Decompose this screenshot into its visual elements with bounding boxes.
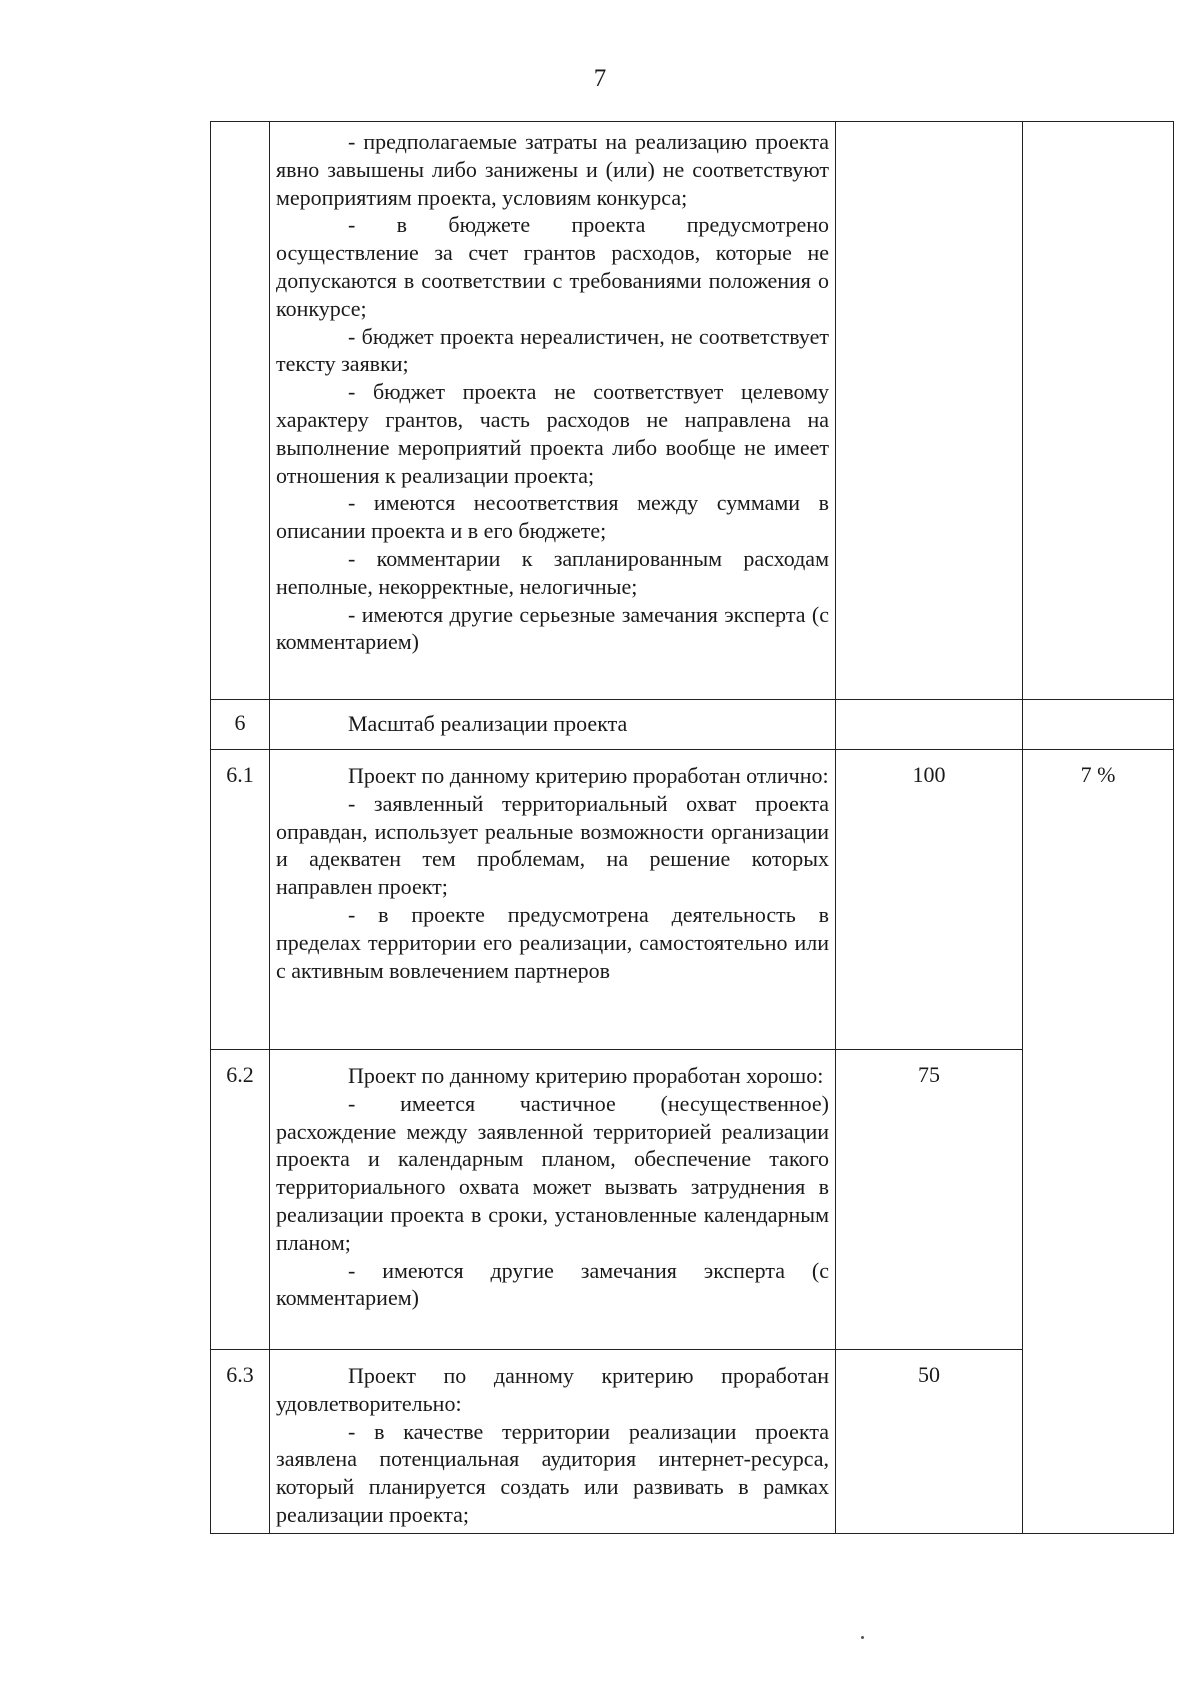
paragraph: Проект по данному критерию проработан отлично:	[348, 763, 829, 788]
criterion-text	[270, 1050, 836, 1350]
table-row	[211, 700, 1174, 750]
score-cell: 100	[836, 750, 1023, 1050]
page-number: 7	[593, 65, 607, 92]
table-row	[211, 122, 1174, 700]
criterion-text	[270, 750, 836, 1050]
paragraph: - имеются несоответствия между суммами в описании проекта и в его бюджете;	[276, 490, 829, 544]
paragraph: - предполагаемые затраты на реализацию проекта явно завышены либо занижены и (или) не соответствуют мероприятиям проекта, условиям конкурса;	[276, 129, 829, 210]
score-cell: 50	[836, 1350, 1023, 1534]
paragraph: - имеются другие серьезные замечания эксперта (с комментарием)	[276, 601, 829, 655]
paragraph: - в проекте предусмотрена деятельность в пределах территории его реализации, самостоятельно или с активным вовлечением партнеров	[276, 901, 829, 983]
score-cell: 75	[836, 1050, 1023, 1350]
paragraph: - бюджет проекта нереалистичен, не соответствует тексту заявки;	[276, 323, 829, 377]
score-cell	[836, 122, 1023, 700]
row-number	[211, 122, 270, 700]
paragraph: - в бюджете проекта предусмотрено осуществление за счет грантов расходов, которые не допускаются в соответствии с требованиями положения о конкурсе;	[276, 212, 829, 321]
paragraph: Проект по данному критерию проработан хорошо:	[348, 1063, 824, 1088]
paragraph: - бюджет проекта не соответствует целевому характеру грантов, часть расходов не направлена на выполнение мероприятий проекта либо вообще не имеет отношения к реализации проекта;	[276, 379, 829, 488]
criterion-text	[270, 1350, 836, 1534]
score-cell	[836, 700, 1023, 750]
paragraph: - имеется частичное (несущественное) расхождение между заявленной территорией реализации проекта и календарным планом, обеспечение такого территориального охвата может вызвать затруднения в реализации проекта в сроки, установленные календарным планом;	[276, 1090, 829, 1255]
weight-cell	[1023, 122, 1174, 700]
criteria-table	[210, 121, 1174, 1534]
row-number: 6.3	[211, 1350, 270, 1534]
row-number: 6.2	[211, 1050, 270, 1350]
scan-speck	[861, 1636, 864, 1639]
row-number: 6.1	[211, 750, 270, 1050]
weight-cell	[1023, 700, 1174, 750]
paragraph: Проект по данному критерию проработан удовлетворительно:	[276, 1363, 829, 1416]
paragraph: - комментарии к запланированным расходам неполные, некорректные, нелогичные;	[276, 545, 829, 599]
paragraph: - в качестве территории реализации проекта заявлена потенциальная аудитория интернет-ресурса, который планируется создать или развивать в рамках реализации проекта;	[276, 1418, 829, 1527]
paragraph: - заявленный территориальный охват проекта оправдан, использует реальные возможности организации и адекватен тем проблемам, на решение которых направлен проект;	[276, 790, 829, 900]
criterion-text	[270, 122, 836, 700]
table-row	[211, 750, 1174, 1050]
row-number: 6	[211, 700, 270, 750]
weight-cell: 7 %	[1023, 750, 1174, 1534]
criterion-text	[270, 700, 836, 750]
paragraph: - имеются другие замечания эксперта (с комментарием)	[276, 1257, 829, 1311]
section-heading: Масштаб реализации проекта	[348, 711, 628, 736]
